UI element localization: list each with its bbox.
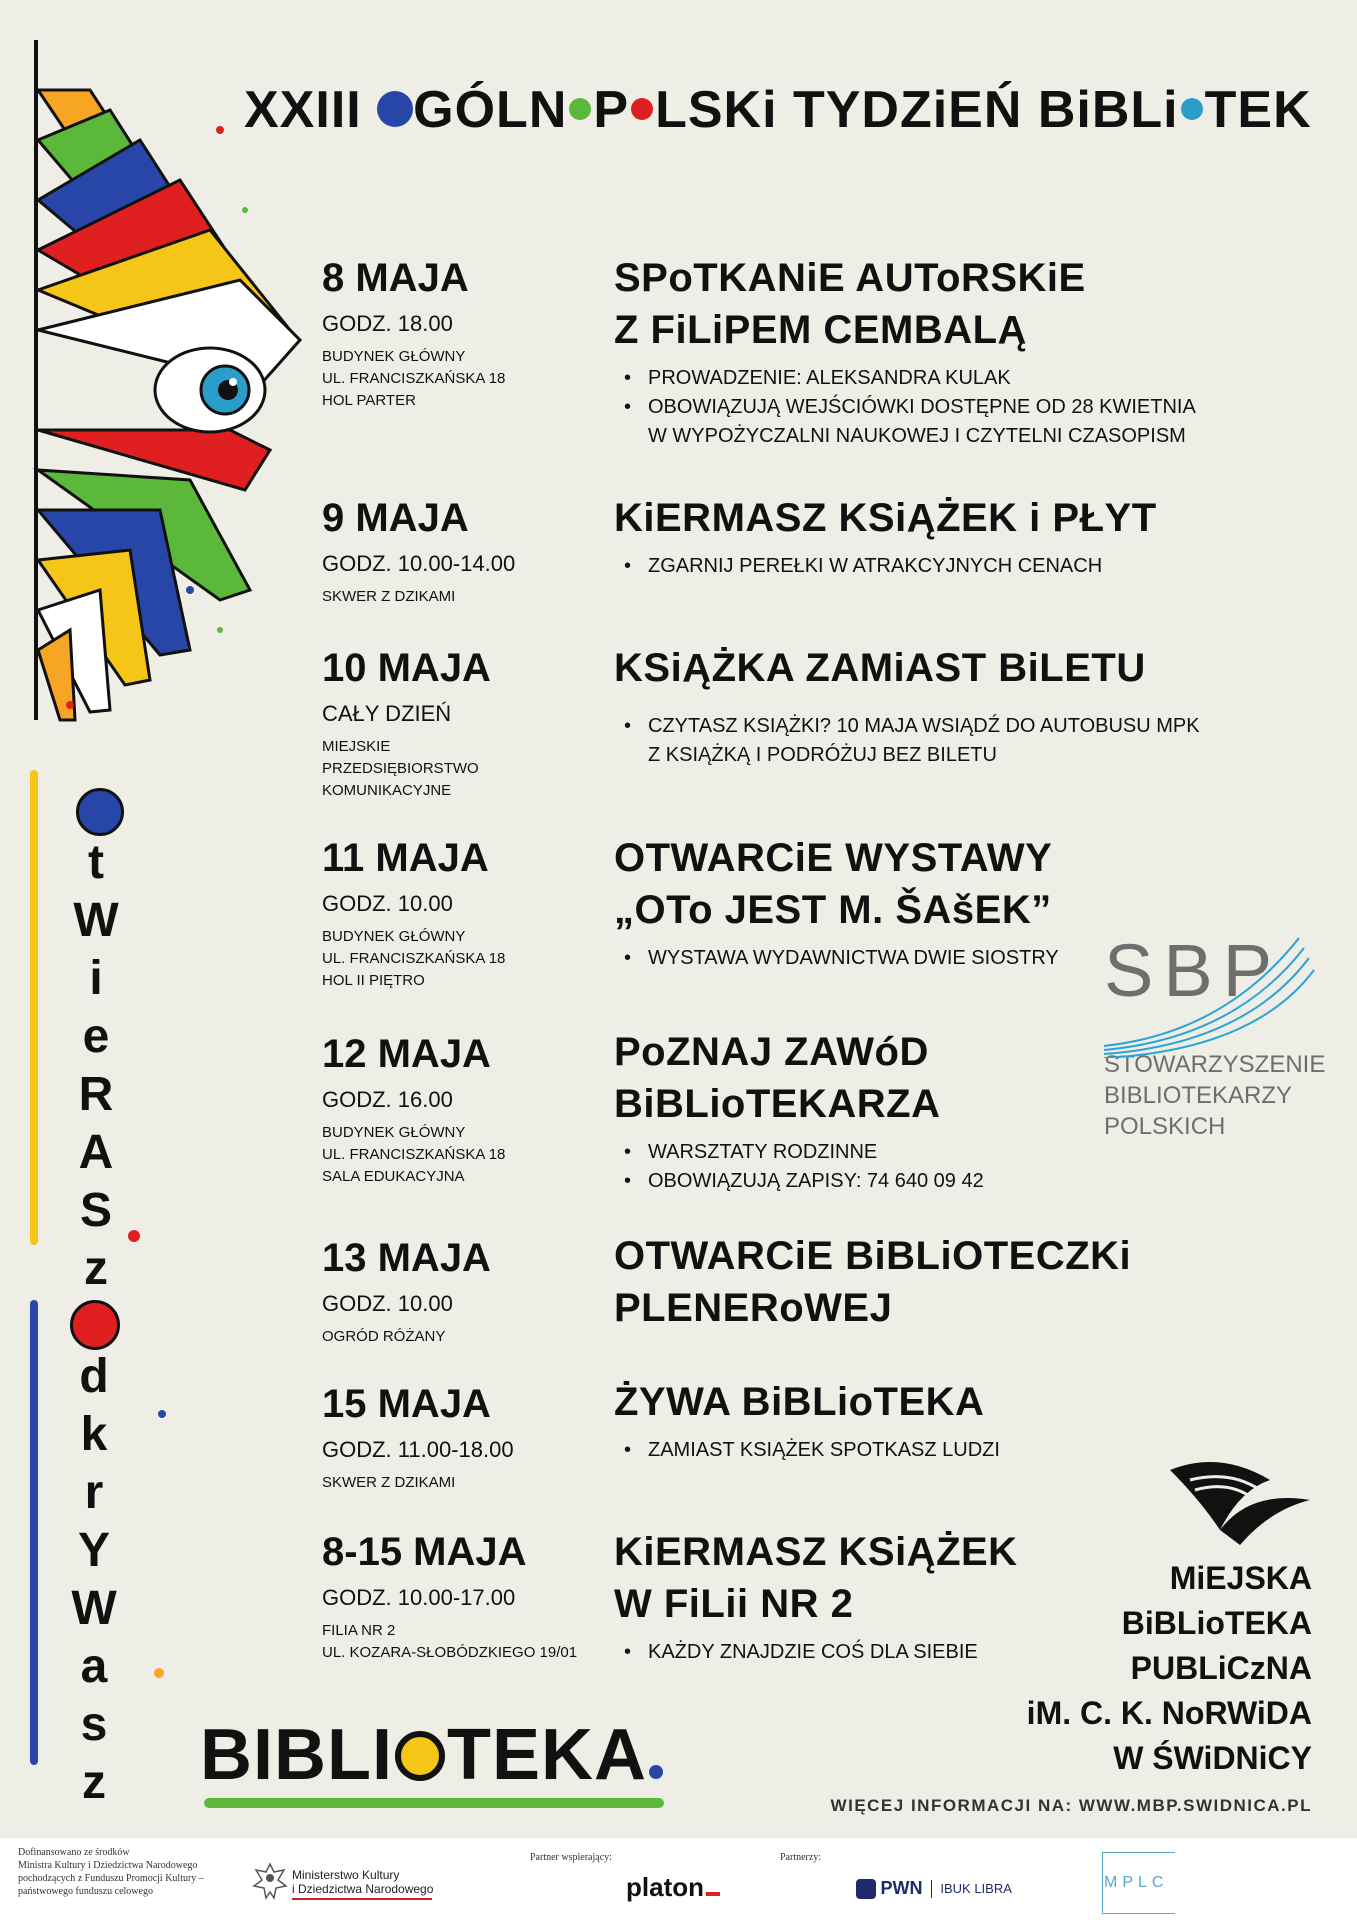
event-info (614, 1376, 1000, 1465)
event-time: GODZ. 11.00-18.00 (322, 1437, 514, 1462)
biblioteka-logo: BIBLI TEKA (200, 1714, 663, 1796)
event-date-column (322, 646, 491, 802)
event-title: ŻYWA BiBLioTEKA (614, 1380, 985, 1424)
event-info (614, 642, 1200, 770)
ministry-underline (292, 1898, 432, 1900)
title-dot-green (569, 98, 591, 120)
event-title: PoZNAJ ZAWóD BiBLioTEKARZA (614, 1030, 941, 1126)
event-bullets: • KAŻDY ZNAJDZIE COŚ DLA SIEBIE (614, 1638, 1018, 1667)
event-title: OTWARCiE WYSTAWY „OTo JEST M. ŠAšEK” (614, 836, 1053, 932)
vertical-dot-blue (76, 788, 124, 836)
event-title: OTWARCiE BiBLiOTECZKi PLENERoWEJ (614, 1234, 1132, 1330)
title-dot-blue (377, 91, 413, 127)
event-date-column (322, 256, 505, 412)
library-name: MiEJSKA BiBLioTEKA PUBLiCzNA iM. C. K. NoRWiDA W ŚWiDNiCY (1026, 1560, 1312, 1776)
vertical-dot-red (70, 1300, 120, 1350)
event-date: 15 MAJA (322, 1382, 491, 1426)
event-place: MIEJSKIE PRZEDSIĘBIORSTWO KOMUNIKACYJNE (322, 738, 479, 799)
event-info (614, 492, 1157, 581)
vertical-text-odkrywasz: d k r Y W a s z (71, 1350, 117, 1809)
eagle-emblem-icon (252, 1862, 288, 1900)
event-place: FILIA NR 2 UL. KOZARA-SŁOBÓDZKIEGO 19/01 (322, 1622, 578, 1661)
ministry-logo-text: Ministerstwo Kultury i Dziedzictwa Narodowego (292, 1868, 433, 1900)
biblioteka-dot-blue (649, 1765, 663, 1779)
event-place: OGRÓD RÓŻANY (322, 1328, 446, 1345)
sbp-letters: SBP (1104, 929, 1283, 1012)
pwn-icon (856, 1879, 876, 1899)
title-dot-blue-small (1181, 98, 1203, 120)
more-info-link[interactable]: WIĘCEJ INFORMACJI NA: WWW.MBP.SWIDNICA.PL (830, 1796, 1312, 1815)
title-dot-red (631, 98, 653, 120)
library-book-icon (1160, 1450, 1320, 1550)
event-place: SKWER Z DZIKAMI (322, 1474, 456, 1491)
footer (0, 1838, 1357, 1920)
event-info (614, 1230, 1131, 1334)
event-info (614, 1526, 1018, 1667)
event-bullets: • WARSZTATY RODZINNE • OBOWIĄZUJĄ ZAPISY: 74 640 09 42 (614, 1138, 984, 1196)
event-date-column (322, 1032, 505, 1188)
event-date-column (322, 1382, 514, 1494)
event-bullets: • WYSTAWA WYDAWNICTWA DWIE SIOSTRY (614, 944, 1059, 973)
event-time: CAŁY DZIEŃ (322, 701, 452, 726)
event-date-column (322, 836, 505, 992)
event-date: 13 MAJA (322, 1236, 491, 1280)
pwn-logo: PWN IBUK LIBRA (856, 1878, 1012, 1899)
event-bullets: • PROWADZENIE: ALEKSANDRA KULAK • OBOWIĄZUJĄ WEJŚCIÓWKI DOSTĘPNE OD 28 KWIETNIA W WYPOŻYCZALNI NAUKOWEJ I CZYTELNI CZASOPISM (614, 364, 1196, 451)
mplc-logo: MPLC (1104, 1874, 1169, 1891)
event-bullets: • CZYTASZ KSIĄŻKI? 10 MAJA WSIĄDŹ DO AUTOBUSU MPK Z KSIĄŻKĄ I PODRÓŻUJ BEZ BILETU (614, 712, 1200, 770)
event-place: BUDYNEK GŁÓWNY UL. FRANCISZKAŃSKA 18 HOL II PIĘTRO (322, 928, 506, 989)
sbp-name: STOWARZYSZENIE BIBLIOTEKARZY POLSKICH (1104, 1051, 1326, 1140)
event-time: GODZ. 10.00 (322, 1291, 453, 1316)
event-place: SKWER Z DZIKAMI (322, 588, 456, 605)
partners-label: Partnerzy: (780, 1852, 822, 1863)
vertical-dot-orange-small (154, 1668, 164, 1678)
event-date: 12 MAJA (322, 1032, 491, 1076)
event-title: KSiĄŻKA ZAMiAST BiLETU (614, 646, 1146, 690)
event-bullets: • ZAMIAST KSIĄŻEK SPOTKASZ LUDZI (614, 1436, 1000, 1465)
event-time: GODZ. 16.00 (322, 1087, 453, 1112)
vertical-text-otwierasz: t W i e R A S z (73, 836, 119, 1295)
partner-label: Partner wspierający: (530, 1852, 612, 1863)
funding-note: Dofinansowano ze środków Ministra Kultury i Dziedzictwa Narodowego pochodzących z Funduszu Promocji Kultury – państwowego funduszu celowego (18, 1847, 204, 1897)
event-date: 8 MAJA (322, 256, 469, 300)
vertical-bar-blue (30, 1300, 38, 1765)
event-info (614, 1026, 984, 1196)
event-date: 11 MAJA (322, 836, 489, 880)
event-info (614, 252, 1196, 451)
biblioteka-underline (204, 1798, 664, 1808)
event-title: KiERMASZ KSiĄŻEK W FiLii NR 2 (614, 1530, 1018, 1626)
event-date-column (322, 1236, 491, 1348)
event-place: BUDYNEK GŁÓWNY UL. FRANCISZKAŃSKA 18 SALA EDUKACYJNA (322, 1124, 506, 1185)
vertical-bar-yellow (30, 770, 38, 1245)
event-title: SPoTKANiE AUToRSKiE Z FiLiPEM CEMBALĄ (614, 256, 1086, 352)
vertical-dot-red-small (128, 1230, 140, 1242)
event-place: BUDYNEK GŁÓWNY UL. FRANCISZKAŃSKA 18 HOL PARTER (322, 348, 506, 409)
sbp-logo (1104, 928, 1325, 1142)
event-date: 8-15 MAJA (322, 1530, 527, 1574)
event-time: GODZ. 10.00 (322, 891, 453, 916)
event-info (614, 832, 1059, 973)
event-date-column (322, 496, 515, 608)
event-bullets: • ZGARNIJ PEREŁKI W ATRAKCYJNYCH CENACH (614, 552, 1157, 581)
page-title: XXIII GÓLN P LSKi TYDZiEŃ BiBLi TEK (244, 81, 1312, 139)
biblioteka-dot-yellow (395, 1731, 445, 1781)
event-time: GODZ. 10.00-17.00 (322, 1585, 516, 1610)
sbp-swoosh-icon (1104, 928, 1324, 1058)
event-time: GODZ. 18.00 (322, 311, 453, 336)
event-title: KiERMASZ KSiĄŻEK i PŁYT (614, 496, 1157, 540)
mplc-frame (1102, 1852, 1175, 1914)
event-date-column (322, 1530, 577, 1664)
event-time: GODZ. 10.00-14.00 (322, 551, 516, 576)
event-date: 9 MAJA (322, 496, 469, 540)
vertical-dot-blue-small (158, 1410, 166, 1418)
platon-red-bar (706, 1892, 720, 1896)
platon-logo: platon (626, 1872, 720, 1903)
event-date: 10 MAJA (322, 646, 491, 690)
